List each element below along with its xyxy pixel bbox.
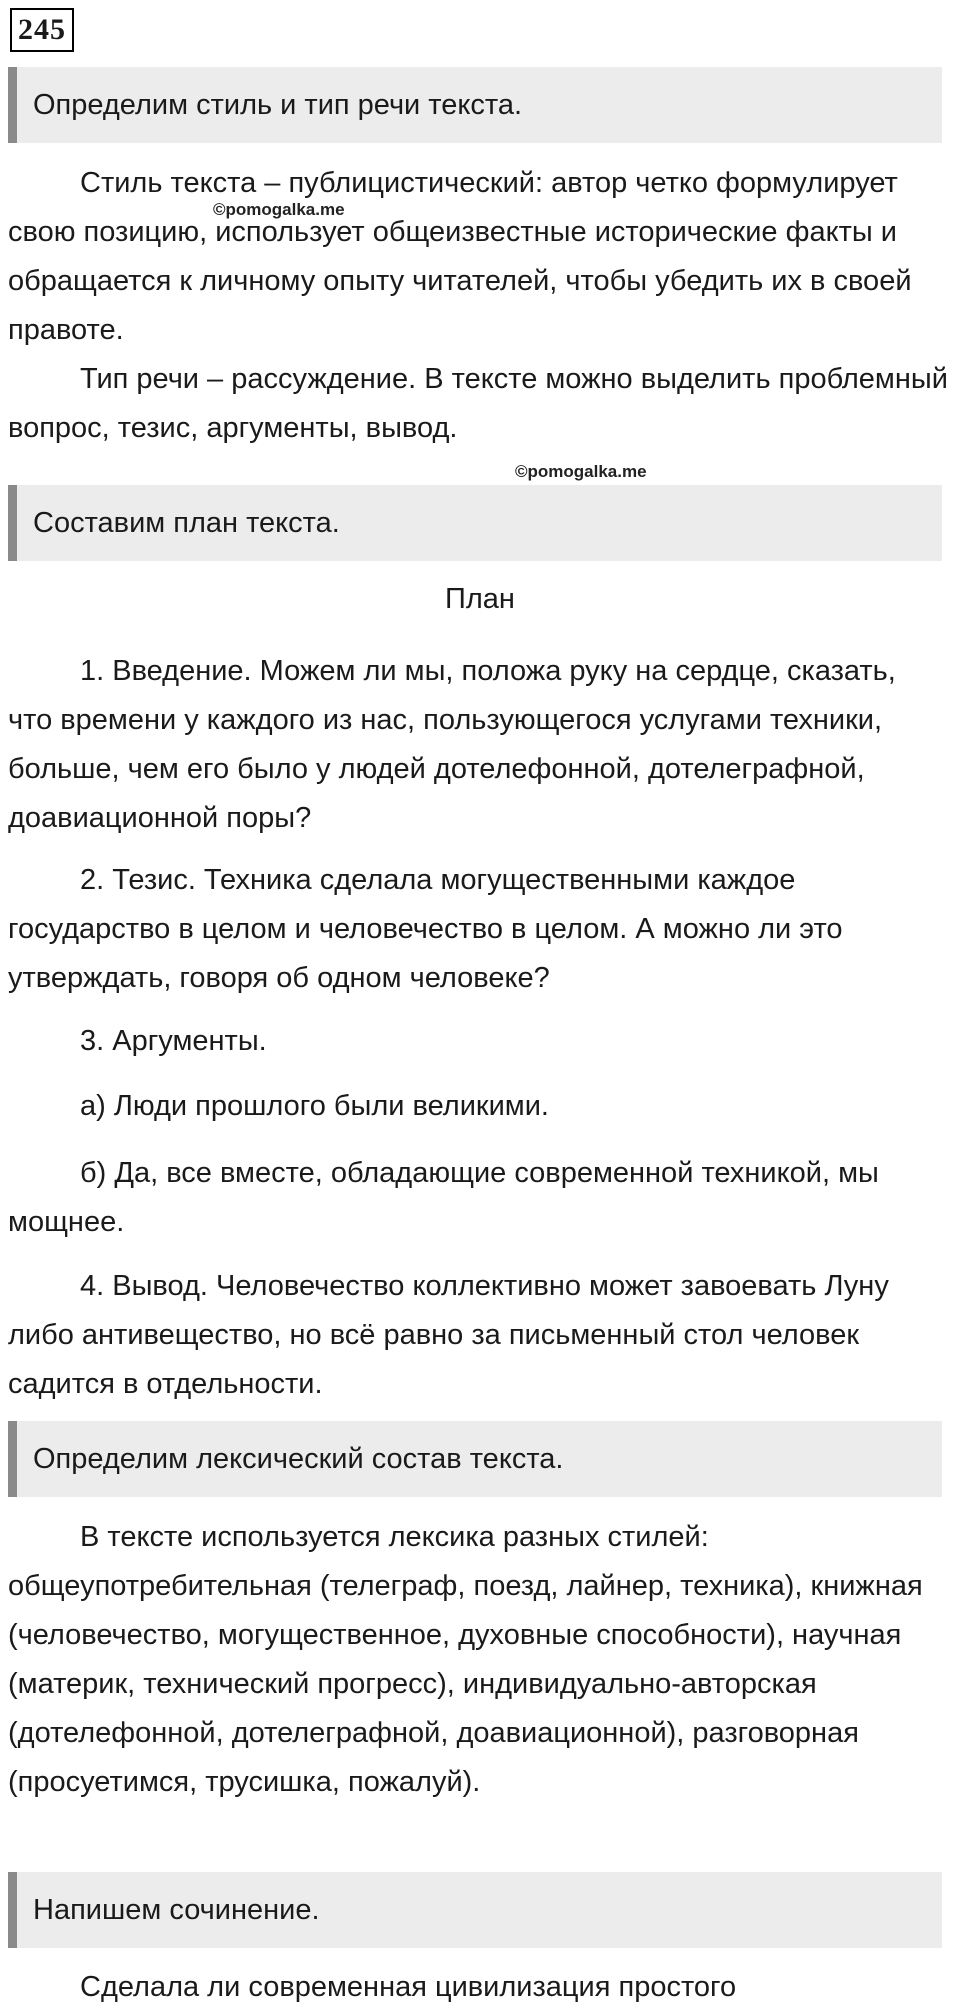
paragraph-style-description: Стиль текста – публицистический: автор четко формулирует свою позицию, использует общеизвестные исторические факты и обращается к личному опыту читателей, чтобы убедить их в своей правоте. (8, 167, 912, 346)
plan-item-thesis: 2. Тезис. Техника сделала могущественными каждое государство в целом и человечество в целом. А можно ли это утверждать, говоря об одном человеке? (8, 864, 843, 994)
paragraph-lexis: В тексте используется лексика разных стилей: общеупотребительная (телеграф, поезд, лайнер, техника), книжная (человечество, могущественное, духовные способности), научная (материк, технический прогресс), индивидуально-авторская (дотелефонной, дотелеграфной, доавиационной), разговорная (просуетимся, трусишка, пожалуй). (8, 1521, 923, 1798)
watermark-text: ©pomogalka.me (213, 200, 345, 219)
watermark-text: ©pomogalka.me (515, 462, 647, 481)
plan-item-arguments: 3. Аргументы. (80, 1025, 267, 1057)
plan-title: План (445, 583, 515, 615)
paragraph-speech-type: Тип речи – рассуждение. В тексте можно выделить проблемный вопрос, тезис, аргументы, вывод. (8, 363, 948, 444)
plan-item-argument-b: б) Да, все вместе, обладающие современной техникой, мы мощнее. (8, 1157, 879, 1238)
task-number-badge: 245 (10, 8, 74, 52)
section-header-essay: Напишем сочинение. (8, 1872, 942, 1948)
section-header-plan: Составим план текста. (8, 485, 942, 561)
paragraph-essay-start: Сделала ли современная цивилизация простого (80, 1971, 737, 2003)
plan-item-argument-a: а) Люди прошлого были великими. (80, 1090, 549, 1122)
plan-item-conclusion: 4. Вывод. Человечество коллективно может завоевать Луну либо антивещество, но всё равно за письменный стол человек садится в отдельности. (8, 1270, 889, 1400)
plan-item-introduction: 1. Введение. Можем ли мы, положа руку на сердце, сказать, что времени у каждого из нас, пользующегося услугами техники, больше, чем его было у людей дотелефонной, дотелеграфной, доавиационной поры? (8, 655, 896, 834)
section-header-style: Определим стиль и тип речи текста. (8, 67, 942, 143)
section-header-lexis: Определим лексический состав текста. (8, 1421, 942, 1497)
